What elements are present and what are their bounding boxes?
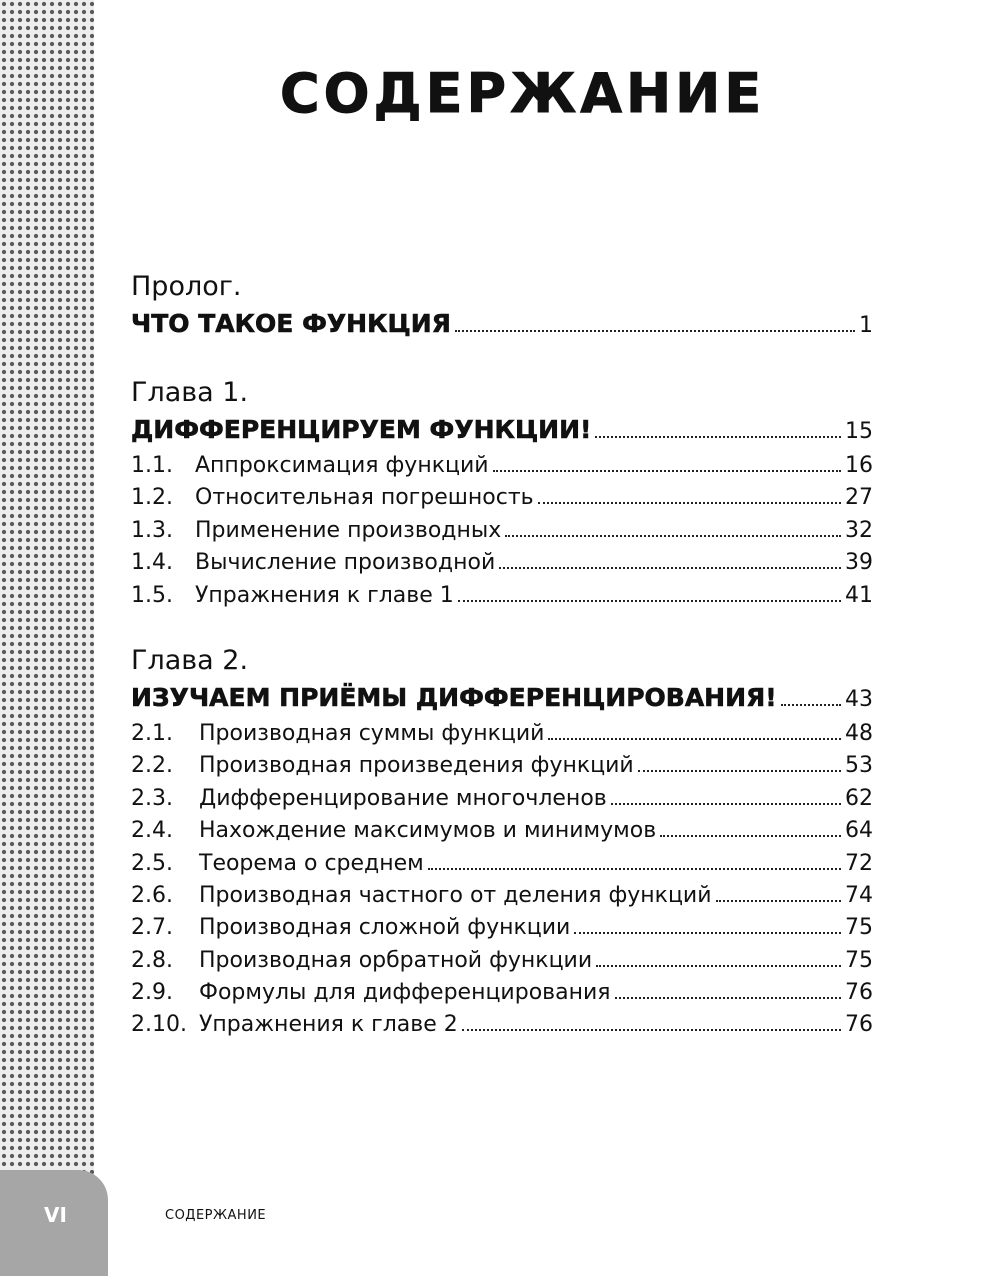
toc-entry[interactable] (131, 547, 873, 579)
entry-page-number: 74 (845, 882, 873, 908)
entry-number: 2.2. (131, 753, 173, 779)
entry-number: 2.9. (131, 980, 173, 1006)
entry-number: 2.1. (131, 720, 173, 746)
entry-number: 1.1. (131, 453, 173, 478)
chapter-2-heading[interactable] (131, 678, 873, 718)
running-title: СОДЕРЖАНИЕ (165, 1208, 267, 1223)
entry-number: 2.5. (131, 850, 173, 876)
entry-page-number: 76 (845, 980, 873, 1006)
entry-number: 1.5. (131, 582, 173, 608)
dot-leader (574, 932, 841, 934)
entry-title: Производная произведения функций (199, 753, 634, 779)
chapter-2-heading-title: ИЗУЧАЕМ ПРИЁМЫ ДИФФЕРЕНЦИРОВАНИЯ! (131, 682, 777, 712)
toc-entry[interactable] (131, 482, 873, 514)
toc-entry[interactable] (131, 977, 873, 1009)
entry-title: Производная суммы функций (199, 720, 545, 746)
chapter-1-heading[interactable] (131, 410, 873, 450)
halftone-margin-strip (0, 0, 94, 1276)
entry-number: 2.4. (131, 818, 173, 844)
entry-page-number: 76 (845, 1012, 873, 1038)
entry-page-number: 27 (845, 485, 873, 511)
toc-entry[interactable] (131, 880, 873, 912)
chapter-1-label: Глава 1. (131, 377, 249, 408)
entry-number: 2.6. (131, 882, 173, 908)
entry-title: Теорема о среднем (199, 850, 424, 876)
entry-page-number: 16 (845, 453, 873, 478)
dot-leader (505, 535, 841, 537)
dot-leader (781, 704, 841, 706)
entry-page-number: 53 (845, 753, 873, 779)
entry-title: Производная орбратной функции (199, 947, 593, 973)
toc-entry[interactable] (131, 1009, 873, 1041)
toc-entry[interactable] (131, 848, 873, 880)
entry-title: Применение производных (195, 517, 502, 543)
dot-leader (455, 330, 855, 332)
entry-number: 2.8. (131, 947, 173, 973)
dot-leader (596, 965, 841, 967)
page-title: СОДЕРЖАНИЕ (280, 62, 766, 125)
dot-leader (462, 1029, 841, 1031)
prolog-label: Пролог. (131, 271, 242, 302)
entry-page-number: 75 (845, 915, 873, 941)
entry-number: 2.10. (131, 1012, 187, 1038)
toc-entry[interactable] (131, 750, 873, 782)
entry-title: Аппроксимация функций (195, 453, 489, 478)
table-of-contents (131, 270, 873, 1042)
dot-leader (548, 738, 841, 740)
dot-leader (428, 868, 841, 870)
prolog-page-number: 1 (859, 313, 873, 338)
entry-number: 1.3. (131, 517, 173, 543)
toc-entry[interactable] (131, 945, 873, 977)
entry-title: Формулы для дифференцирования (199, 980, 611, 1006)
entry-number: 1.2. (131, 485, 173, 511)
dot-leader (611, 803, 841, 805)
chapter-2-page-number: 43 (845, 686, 873, 712)
entry-page-number: 75 (845, 947, 873, 973)
prolog-heading[interactable] (131, 304, 873, 344)
entry-page-number: 41 (845, 582, 873, 608)
entry-title: Упражнения к главе 2 (199, 1012, 458, 1038)
entry-title: Дифференцирование многочленов (199, 785, 607, 811)
chapter-1-page-number: 15 (845, 419, 873, 444)
dot-leader (615, 997, 841, 999)
dot-leader (493, 470, 841, 472)
entry-page-number: 39 (845, 550, 873, 576)
entry-title: Относительная погрешность (195, 485, 534, 511)
chapter-2 (131, 644, 873, 1042)
toc-entry[interactable] (131, 783, 873, 815)
toc-entry[interactable] (131, 718, 873, 750)
toc-entry[interactable] (131, 515, 873, 547)
entry-title: Нахождение максимумов и минимумов (199, 818, 657, 844)
dot-leader (638, 770, 841, 772)
prolog-heading-title: ЧТО ТАКОЕ ФУНКЦИЯ (131, 309, 451, 338)
chapter-1-heading-title: ДИФФЕРЕНЦИРУЕМ ФУНКЦИИ! (131, 415, 592, 444)
entry-title: Вычисление производной (195, 550, 496, 576)
entry-number: 1.4. (131, 550, 173, 576)
entry-page-number: 72 (845, 850, 873, 876)
dot-leader (458, 600, 841, 602)
entry-number: 2.7. (131, 915, 173, 941)
entry-title: Упражнения к главе 1 (195, 582, 454, 608)
entry-page-number: 32 (845, 517, 873, 543)
entry-page-number: 62 (845, 785, 873, 811)
entry-number: 2.3. (131, 785, 173, 811)
dot-leader (716, 900, 841, 902)
toc-entry[interactable] (131, 580, 873, 612)
dot-leader (499, 567, 841, 569)
dot-leader (538, 502, 841, 504)
page-number: VI (44, 1203, 67, 1227)
dot-leader (595, 436, 841, 438)
entry-page-number: 48 (845, 720, 873, 746)
chapter-2-label: Глава 2. (131, 644, 249, 676)
toc-entry[interactable] (131, 450, 873, 482)
entry-title: Производная частного от деления функций (199, 882, 712, 908)
toc-entry[interactable] (131, 815, 873, 847)
dot-leader (660, 835, 841, 837)
toc-entry[interactable] (131, 912, 873, 944)
entry-page-number: 64 (845, 818, 873, 844)
chapter-1 (131, 376, 873, 612)
entry-title: Производная сложной функции (199, 915, 571, 941)
